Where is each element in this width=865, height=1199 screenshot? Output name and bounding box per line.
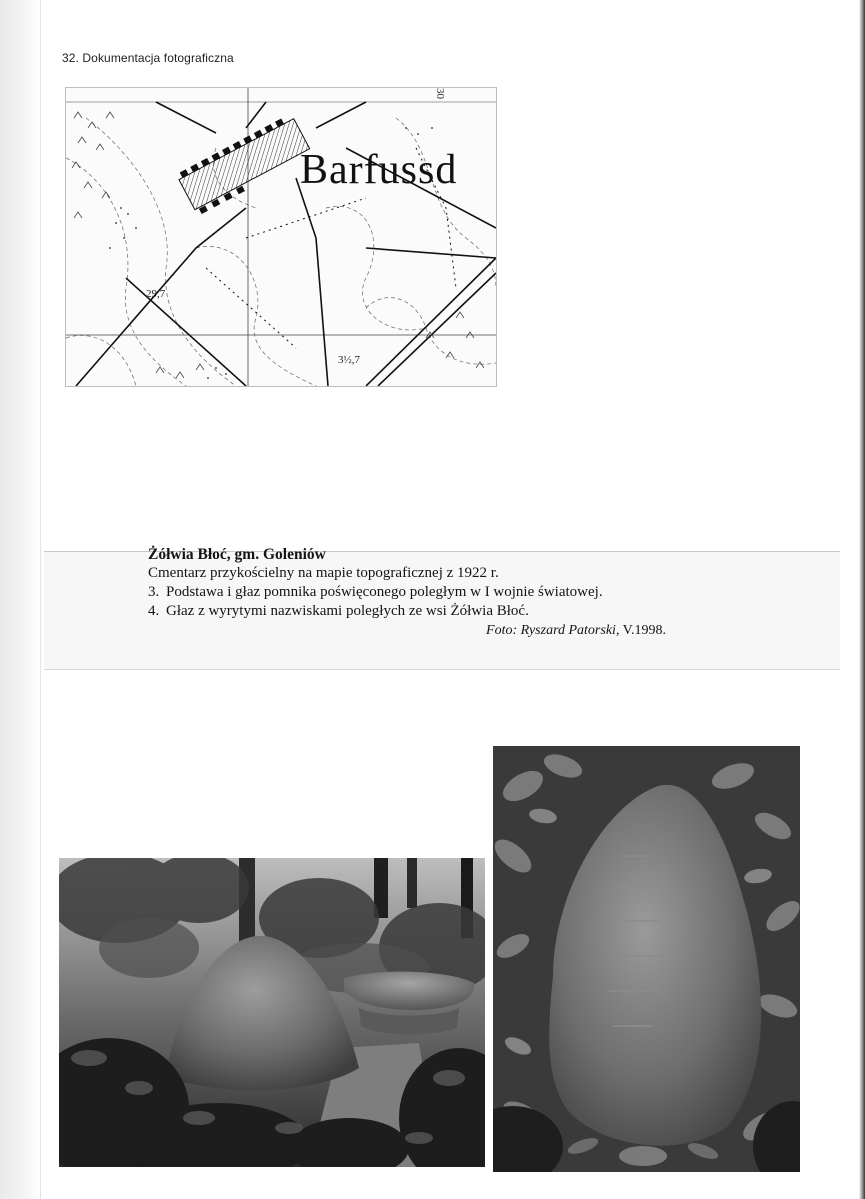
page-right-shadow: [859, 0, 865, 1199]
map-elevation-label: 3½,7: [338, 354, 360, 366]
caption-item-number: 4.: [148, 603, 160, 619]
caption: [148, 545, 668, 640]
photo-image: [59, 858, 485, 1167]
photo-image: [493, 746, 800, 1172]
caption-line: Cmentarz przykościelny na mapie topograficznej z 1922 r.: [148, 565, 499, 581]
engraved-names-boulder-photo: [493, 746, 800, 1172]
map-drawing: [66, 88, 496, 386]
caption-item-number: 3.: [148, 584, 160, 600]
credit-date: , V.1998.: [615, 623, 666, 638]
caption-item-text: Podstawa i głaz pomnika poświęconego poległym w I wojnie światowej.: [166, 584, 603, 600]
map-place-label: Barfussd: [300, 147, 458, 193]
memorial-base-and-boulder-photo: [59, 858, 485, 1167]
caption-item-text: Głaz z wyrytymi nazwiskami poległych ze wsi Żółwia Błoć.: [166, 603, 529, 619]
caption-list: [148, 583, 668, 621]
credit-author: Ryszard Patorski: [520, 623, 616, 638]
caption-item: [148, 583, 668, 602]
photo-credit: [148, 621, 668, 640]
page-header: 32. Dokumentacja fotograficzna: [62, 51, 234, 65]
page-binding-edge: [0, 0, 41, 1199]
caption-title: Żółwia Błoć, gm. Goleniów: [148, 546, 326, 563]
caption-item: [148, 602, 668, 621]
map-elevation-label: 29,7: [146, 288, 166, 300]
credit-prefix: Foto:: [486, 623, 521, 638]
map-grid-number: 30: [434, 88, 446, 99]
topographic-map: [65, 87, 497, 387]
